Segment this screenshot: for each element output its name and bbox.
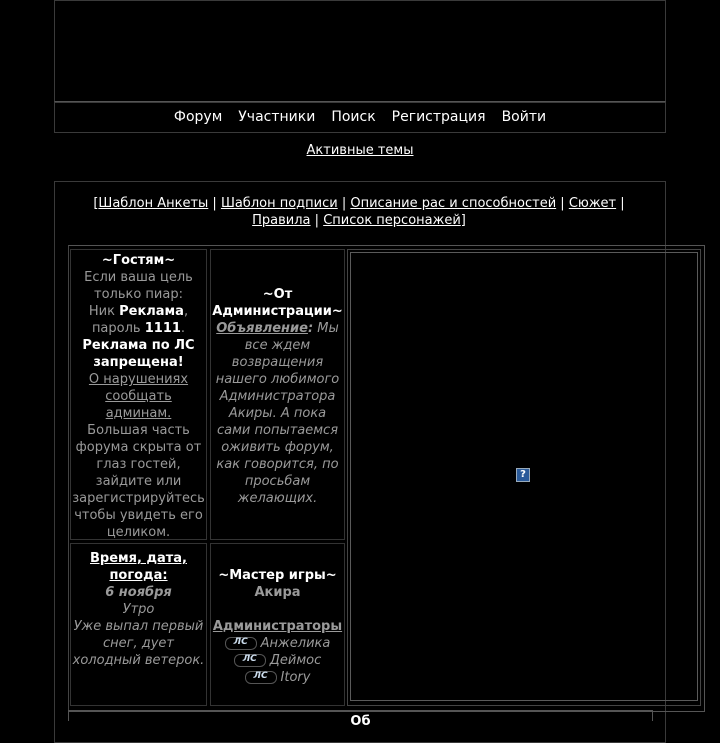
admin-cell [210, 249, 345, 540]
guests-text [71, 269, 206, 541]
header-banner [54, 0, 666, 103]
admins-label: Администраторы [212, 619, 343, 634]
guests-pass: 1111 [144, 321, 181, 336]
guests-intro: Если ваша цель только пиар: [84, 270, 193, 302]
master-name: Акира [254, 585, 301, 600]
nav-members[interactable]: Участники [238, 109, 316, 125]
admin-row [211, 669, 344, 686]
pm-icon[interactable]: ЛС [225, 637, 257, 650]
nav-forum[interactable]: Форум [173, 109, 223, 125]
link-signature-template[interactable]: Шаблон подписи [220, 196, 338, 211]
link-races-abilities[interactable]: Описание рас и способностей [350, 196, 557, 211]
guests-pass-label: , пароль [91, 304, 189, 336]
admin-name[interactable]: Деймос [269, 653, 322, 668]
admin-title: ~От Администрации~ [212, 287, 343, 319]
guests-nick-label: Ник [88, 304, 115, 319]
guests-nick: Реклама [119, 304, 184, 319]
guests-cell [70, 249, 207, 540]
announcement-text: Мы все ждем возвращения нашего любимого Администратора Акиры. А пока сами попытаемся оживить форум, как говорится, по просьбам желающих. [215, 321, 340, 506]
link-profile-template[interactable]: Шаблон Анкеты [98, 196, 209, 211]
nav-register[interactable]: Регистрация [391, 109, 486, 125]
time-title: Время, дата, погода: [90, 551, 187, 583]
announcement-label: Объявление [216, 321, 308, 336]
active-topics-link[interactable]: Активные темы [306, 143, 414, 158]
bottom-section-title: Об [68, 710, 653, 721]
report-link[interactable]: О нарушениях сообщать админам. [88, 372, 189, 421]
time-weather: Уже выпал первый снег, дует холодный ветерок. [72, 619, 205, 668]
master-title: ~Мастер игры~ [218, 568, 337, 583]
guests-dot: . [180, 321, 186, 336]
time-date: 6 ноября [105, 585, 172, 600]
announcement-colon: : [307, 321, 314, 336]
admin-text [211, 320, 344, 507]
missing-image-icon: ? [516, 468, 530, 482]
time-cell [70, 543, 207, 706]
info-links: [Шаблон Анкеты | Шаблон подписи | Описание рас и способностей | Сюжет | Правила | Список персонажей] [93, 196, 625, 228]
admin-row [211, 652, 344, 669]
master-cell [210, 543, 345, 706]
link-rules[interactable]: Правила [252, 213, 311, 228]
link-plot[interactable]: Сюжет [568, 196, 617, 211]
nav-search[interactable]: Поиск [331, 109, 376, 125]
admin-row [211, 635, 344, 652]
time-part: Утро [122, 602, 155, 617]
guests-hidden-note: Большая часть форума скрыта от глаз гостей, зайдите или зарегистрируйтесь чтобы увидеть его целиком. [72, 423, 205, 540]
admin-name[interactable]: Анжелика [260, 636, 331, 651]
admin-name[interactable]: Itory [280, 670, 311, 685]
main-nav [54, 101, 666, 133]
guests-warning: Реклама по ЛС запрещена! [82, 338, 195, 370]
pm-icon[interactable]: ЛС [234, 654, 266, 667]
guests-title: ~Гостям~ [101, 253, 176, 268]
nav-login[interactable]: Войти [501, 109, 547, 125]
link-characters[interactable]: Список персонажей [323, 213, 461, 228]
pm-icon[interactable]: ЛС [245, 671, 277, 684]
active-topics-row [0, 143, 720, 158]
